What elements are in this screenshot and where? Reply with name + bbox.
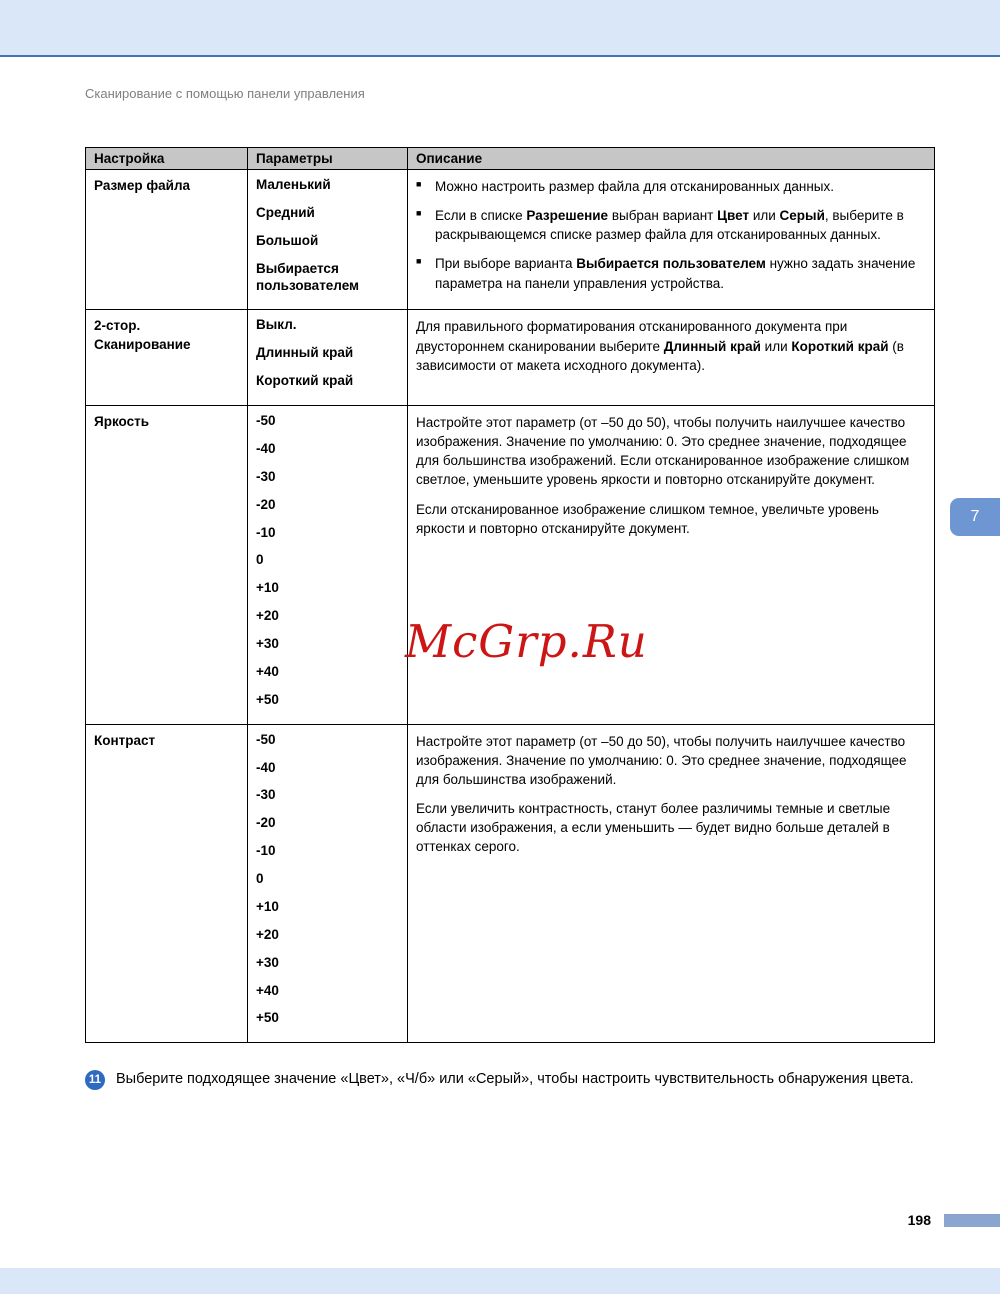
- settings-table: [85, 147, 935, 1043]
- option-value: +30: [256, 954, 279, 970]
- text-run: Настройте этот параметр (от –50 до 50), чтобы получить наилучшее качество изображения. Значение по умолчанию: 0. Это среднее значение, подходящее для большинства изображений.: [416, 733, 907, 787]
- step-item: [85, 1069, 940, 1090]
- table-row: [86, 406, 935, 725]
- setting-description: [408, 406, 935, 725]
- col-header-params: Параметры: [248, 148, 408, 170]
- option-value: Маленький: [256, 177, 331, 192]
- text-run: , выберите в раскрывающемся списке размер файла для отсканированных данных.: [435, 208, 904, 243]
- table-header-row: [86, 148, 935, 170]
- table-row: [86, 170, 935, 310]
- bold-term: Выбирается пользователем: [576, 256, 766, 272]
- col-header-description: Описание: [408, 148, 935, 170]
- square-bullet-icon: ■: [416, 179, 422, 189]
- top-band: [0, 0, 1000, 57]
- option-value: -20: [256, 815, 276, 831]
- description-paragraph: [416, 732, 926, 789]
- option-value: -40: [256, 440, 276, 456]
- option-value: Выбирается пользователем: [256, 260, 360, 293]
- option-value: -40: [256, 759, 276, 775]
- setting-description: [408, 310, 935, 406]
- option-value: Длинный край: [256, 345, 354, 361]
- text-run: или: [760, 338, 792, 354]
- option-value: 0: [256, 552, 264, 568]
- square-bullet-icon: ■: [416, 256, 422, 267]
- setting-name: 2-стор. Сканирование: [86, 310, 248, 406]
- text-run: выбран вариант: [608, 208, 718, 224]
- step-number-badge: 11: [85, 1070, 105, 1090]
- setting-options: [248, 724, 408, 1043]
- watermark-text: McGrp.Ru: [405, 615, 648, 668]
- option-value: +10: [256, 898, 279, 914]
- description-bullet-item: [416, 254, 926, 292]
- option-value: -20: [256, 496, 276, 512]
- option-value: -50: [256, 413, 276, 428]
- option-value: +30: [256, 636, 279, 651]
- option-value: -10: [256, 843, 276, 859]
- table-row: [86, 310, 935, 406]
- setting-name: Контраст: [86, 724, 248, 1043]
- description-bullet-item: [416, 177, 926, 196]
- option-value: +50: [256, 1010, 279, 1026]
- table-body: [86, 170, 935, 1043]
- option-value: +50: [256, 691, 279, 707]
- description-bullet-item: [416, 206, 926, 244]
- option-value: Большой: [256, 232, 319, 248]
- text-run: Можно настроить размер файла для отсканированных данных.: [435, 179, 834, 194]
- option-value: +40: [256, 663, 279, 679]
- option-value: +20: [256, 608, 279, 624]
- text-run: или: [749, 208, 780, 224]
- setting-options: [248, 170, 408, 310]
- text-run: Если в списке: [435, 208, 527, 224]
- bold-term: Длинный край: [663, 338, 761, 354]
- setting-name: Размер файла: [86, 170, 248, 310]
- page-number-bar: [944, 1214, 1000, 1227]
- text-run: Для правильного форматирования отсканированного документа при двустороннем сканировании выберите: [416, 319, 848, 354]
- option-value: Средний: [256, 204, 315, 220]
- col-header-setting: Настройка: [86, 148, 248, 170]
- text-run: нужно задать значение параметра на панели управления устройства.: [435, 256, 916, 291]
- option-value: 0: [256, 871, 264, 886]
- option-value: Короткий край: [256, 373, 354, 389]
- bold-term: Цвет: [717, 208, 750, 224]
- text-run: (в зависимости от макета исходного документа).: [416, 338, 904, 373]
- description-paragraph: [416, 500, 926, 538]
- bold-term: Серый: [779, 208, 825, 224]
- option-value: +10: [256, 580, 279, 596]
- page-footer: [908, 1212, 1000, 1228]
- text-run: Если отсканированное изображение слишком темное, увеличьте уровень яркости и повторно отсканируйте документ.: [416, 501, 879, 536]
- running-header: Сканирование с помощью панели управления: [85, 86, 365, 101]
- setting-description: [408, 170, 935, 310]
- step-text: Выберите подходящее значение «Цвет», «Ч/б» или «Серый», чтобы настроить чувствительность обнаружения цвета.: [116, 1071, 914, 1088]
- setting-options: [248, 406, 408, 725]
- description-paragraph: [416, 799, 926, 856]
- option-value: +40: [256, 982, 279, 998]
- option-value: +20: [256, 926, 279, 942]
- description-paragraph: [416, 317, 926, 374]
- option-value: -10: [256, 524, 276, 540]
- option-value: -30: [256, 468, 276, 484]
- text-run: Настройте этот параметр (от –50 до 50), чтобы получить наилучшее качество изображения. Значение по умолчанию: 0. Это среднее значение, подходящее для большинства изображений. Если отсканированное изображение слишком светлое, уменьшите уровень яркости и повторно отсканируйте документ.: [416, 415, 910, 488]
- setting-options: [248, 310, 408, 406]
- setting-description: [408, 724, 935, 1043]
- option-value: -30: [256, 787, 276, 803]
- description-paragraph: [416, 413, 926, 490]
- option-value: -50: [256, 731, 276, 747]
- chapter-tab: 7: [950, 498, 1000, 536]
- square-bullet-icon: ■: [416, 208, 422, 219]
- bold-term: Разрешение: [526, 208, 609, 224]
- setting-name: Яркость: [86, 406, 248, 725]
- table-row: [86, 724, 935, 1043]
- bottom-band: [0, 1268, 1000, 1294]
- page-number: 198: [907, 1212, 931, 1228]
- option-value: Выкл.: [256, 317, 297, 333]
- bold-term: Короткий край: [791, 338, 889, 354]
- text-run: При выборе варианта: [435, 256, 577, 272]
- text-run: Если увеличить контрастность, станут более различимы темные и светлые области изображения, а если уменьшить — будет видно больше деталей в оттенках серого.: [416, 801, 891, 855]
